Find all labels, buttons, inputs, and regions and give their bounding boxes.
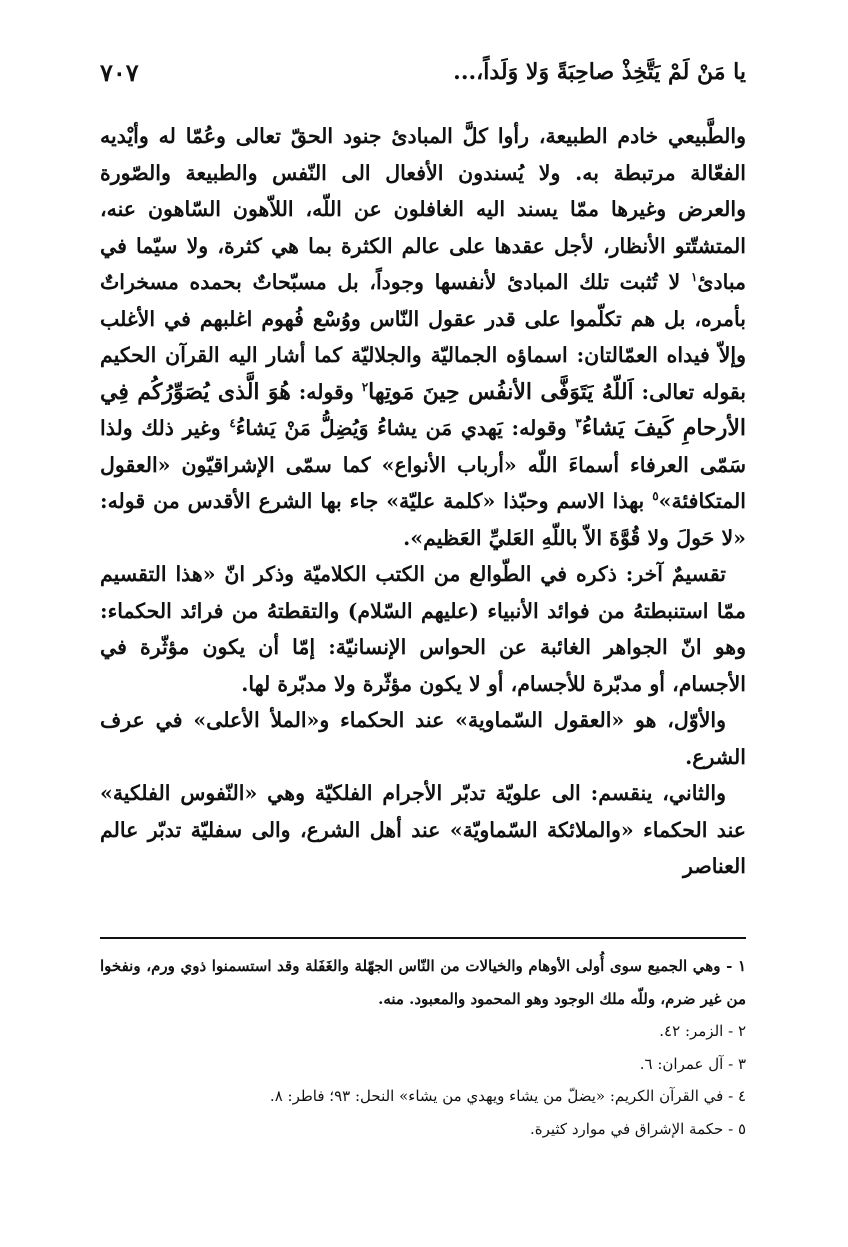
- footnote-5: ٥ - حكمة الإشراق في موارد كثيرة.: [529, 1119, 746, 1138]
- text-segment: وغير ذلك ولذا سَمّى العرفاء أسماءَ اللّه «أرباب الأنواع» كما سمّى الإشراقيّون «العقول المتكافئة»: [100, 416, 746, 513]
- text-segment: والطَّبيعي خادم الطبيعة، رأوا كلَّ المبادئ جنود الحقّ تعالى وعُمّا له وأيْديه الفعّالة مرتبطة به. ولا يُسندون الأفعال الى النّفس والطبيعة والصّورة والعرض وغيرها ممّا يسند اليه الغافلون عن اللّه، اللاّهون السّاهون عنه، المتشتّتو الأنظار، لأجل عقدها على عالم الكثرة بما هي كثرة، ولا سيّما في مبادئ: [100, 124, 746, 294]
- footnote-4: ٤ - في القرآن الكريم: «يضلّ من يشاء ويهدي من يشاء» النحل: ٩٣؛ فاطر: ٨.: [269, 1087, 746, 1105]
- footnotes: [100, 950, 746, 1145]
- quran-quote: هُوَ الَّذى يُصَوِّرُكُم فِي الأرحامِ كَيفَ يَشاءُ: [100, 378, 746, 441]
- footnote-2: ٢ - الزمر: ٤٢.: [659, 1022, 746, 1040]
- footnote-ref-5: ٥: [652, 489, 659, 504]
- footnote-1: ١ - وهي الجميع سوى أُولى الأوهام والخيالات من النّاس الجهّلة والغَفَلة وقد استسمنوا ذوي ورم، ونفخوا من غير ضرم، وللّه ملك الوجود وهو المحمود والمعبود. منه.: [100, 957, 746, 1008]
- footnote-ref-1: ١: [690, 270, 698, 285]
- paragraph-4: والثاني، ينقسم: الى علويّة تدبّر الأجرام الفلكيّة وهي «النّفوس الفلكية» عند الحكماء «والملائكة السّماويّة» عند أهل الشرع، والى سفليّة تدبّر عالم العناصر: [100, 781, 746, 878]
- running-title: يا مَنْ لَمْ يَتَّخِذْ صاحِبَةً وَلا وَلَداً،...: [453, 59, 746, 85]
- text-segment: وقوله:: [290, 379, 362, 404]
- page-number: ٧٠٧: [100, 57, 139, 87]
- footnote-ref-2: ٢: [361, 379, 369, 394]
- page-header: [100, 52, 746, 92]
- footnote-divider: [100, 937, 746, 939]
- paragraph-2: تقسيمٌ آخر: ذكره في الطّوالع من الكتب الكلاميّة وذكر انّ «هذا التقسيم ممّا استنبطتهُ من فوائد الأنبياء (عليهم السّلام) والتقطتهُ من فرائد الحكماء: وهو انّ الجواهر الغائبة عن الحواس الإنسانيّة: إمّا أن يكون مؤثّرة في الأجسام، أو مدبّرة للأجسام، أو لا يكون مؤثّرة ولا مدبّرة لها.: [100, 562, 746, 696]
- footnote-ref-4: ٤: [229, 416, 236, 431]
- quran-quote: يَهدي مَن يشاءُ وَيُضِلُّ مَنْ يَشاءُ: [235, 416, 503, 440]
- footnote-3: ٣ - آل عمران: ٦.: [639, 1054, 746, 1073]
- text-segment: لا تُثبت تلك المبادئ لأنفسها وجوداً، بل مسبّحاتٌ بحمده مسخراتٌ بأمره، بل هم تكلّموا على قدر عقول النّاس ووُسْع فُهوم اغلبهم في الأغلب وإلاّ فيداه العمّالتان: اسماؤه الجماليّة والجلاليّة كما أشار اليه القرآن الحكيم بقوله تعالى:: [100, 270, 747, 404]
- text-segment: وقوله:: [502, 416, 576, 440]
- paragraph-1: [100, 118, 746, 556]
- footnote-ref-3: ٣: [575, 416, 582, 431]
- main-text: [100, 118, 746, 885]
- quran-quote: اَللّهُ يَتَوَفَّى الأنفُس حِينَ مَوتِها: [368, 378, 634, 405]
- paragraph-3: والأوّل، هو «العقول السّماوية» عند الحكماء و«الملأ الأعلى» في عرف الشرع.: [100, 708, 746, 769]
- text-segment: بهذا الاسم وحبّذا «كلمة عليّة» جاء بها الشرع الأقدس من قوله: «لا حَولَ ولا قُوَّةَ الاّ باللّهِ العَليِّ العَظيم».: [100, 489, 746, 550]
